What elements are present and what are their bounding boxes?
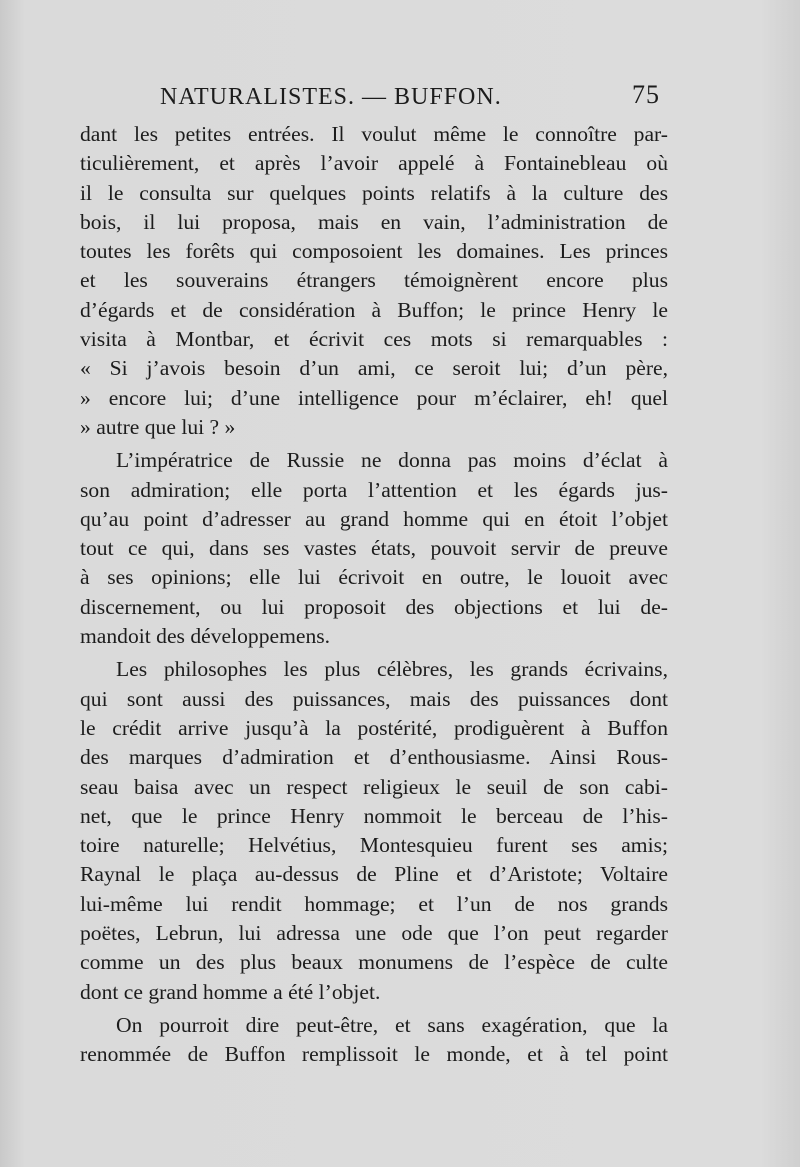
text-line: d’égards et de considération à Buffon; le prince Henry le xyxy=(80,297,668,322)
running-title: NATURALISTES. — BUFFON. xyxy=(160,84,502,110)
text-line: dont ce grand homme a été l’objet. xyxy=(80,979,381,1004)
paragraph xyxy=(80,446,668,651)
text-line: toutes les forêts qui composoient les domaines. Les princes xyxy=(80,239,668,264)
text-line: il le consulta sur quelques points relatifs à la culture des xyxy=(80,180,668,205)
paragraph xyxy=(80,120,668,442)
text-line: qui sont aussi des puissances, mais des puissances dont xyxy=(80,686,668,711)
text-line: comme un des plus beaux monumens de l’espèce de culte xyxy=(80,950,668,975)
body-text xyxy=(80,120,668,1070)
text-line: » encore lui; d’une intelligence pour m’éclairer, eh! quel xyxy=(80,385,668,410)
text-line: toire naturelle; Helvétius, Montesquieu furent ses amis; xyxy=(80,833,668,858)
text-line: visita à Montbar, et écrivit ces mots si remarquables : xyxy=(80,327,668,352)
text-line: ticulièrement, et après l’avoir appelé à Fontainebleau où xyxy=(80,151,668,176)
text-line: dant les petites entrées. Il voulut même le connoître par- xyxy=(80,122,668,146)
text-line: lui-même lui rendit hommage; et l’un de nos grands xyxy=(80,891,668,916)
text-line: et les souverains étrangers témoignèrent encore plus xyxy=(80,268,668,293)
text-line: tout ce qui, dans ses vastes états, pouvoit servir de preuve xyxy=(80,536,668,561)
text-line: son admiration; elle porta l’attention et les égards jus- xyxy=(80,477,668,502)
page-header xyxy=(160,80,660,124)
text-line: des marques d’admiration et d’enthousiasme. Ainsi Rous- xyxy=(80,745,668,770)
page-number: 75 xyxy=(632,80,660,109)
paragraph xyxy=(80,655,668,1007)
text-line: bois, il lui proposa, mais en vain, l’administration de xyxy=(80,209,668,234)
text-line: qu’au point d’adresser au grand homme qui en étoit l’objet xyxy=(80,506,668,531)
text-line: discernement, ou lui proposoit des objections et lui de- xyxy=(80,594,668,619)
text-line: Raynal le plaça au-dessus de Pline et d’Aristote; Voltaire xyxy=(80,862,668,887)
text-line: seau baisa avec un respect religieux le seuil de son cabi- xyxy=(80,774,668,799)
text-line: renommée de Buffon remplissoit le monde, et à tel point xyxy=(80,1042,668,1067)
text-line: L’impératrice de Russie ne donna pas moins d’éclat à xyxy=(116,448,668,473)
text-line: On pourroit dire peut-être, et sans exagération, que la xyxy=(116,1012,668,1037)
text-line: Les philosophes les plus célèbres, les grands écrivains, xyxy=(116,657,668,682)
text-line: poëtes, Lebrun, lui adressa une ode que l’on peut regarder xyxy=(80,921,668,946)
text-line: mandoit des développemens. xyxy=(80,624,331,649)
text-line: » autre que lui ? » xyxy=(80,414,236,439)
text-line: le crédit arrive jusqu’à la postérité, prodiguèrent à Buffon xyxy=(80,715,668,740)
text-line: à ses opinions; elle lui écrivoit en outre, le louoit avec xyxy=(80,565,668,590)
text-line: net, que le prince Henry nommoit le berceau de l’his- xyxy=(80,803,668,828)
text-line: « Si j’avois besoin d’un ami, ce seroit lui; d’un père, xyxy=(80,356,668,381)
paragraph xyxy=(80,1011,668,1070)
